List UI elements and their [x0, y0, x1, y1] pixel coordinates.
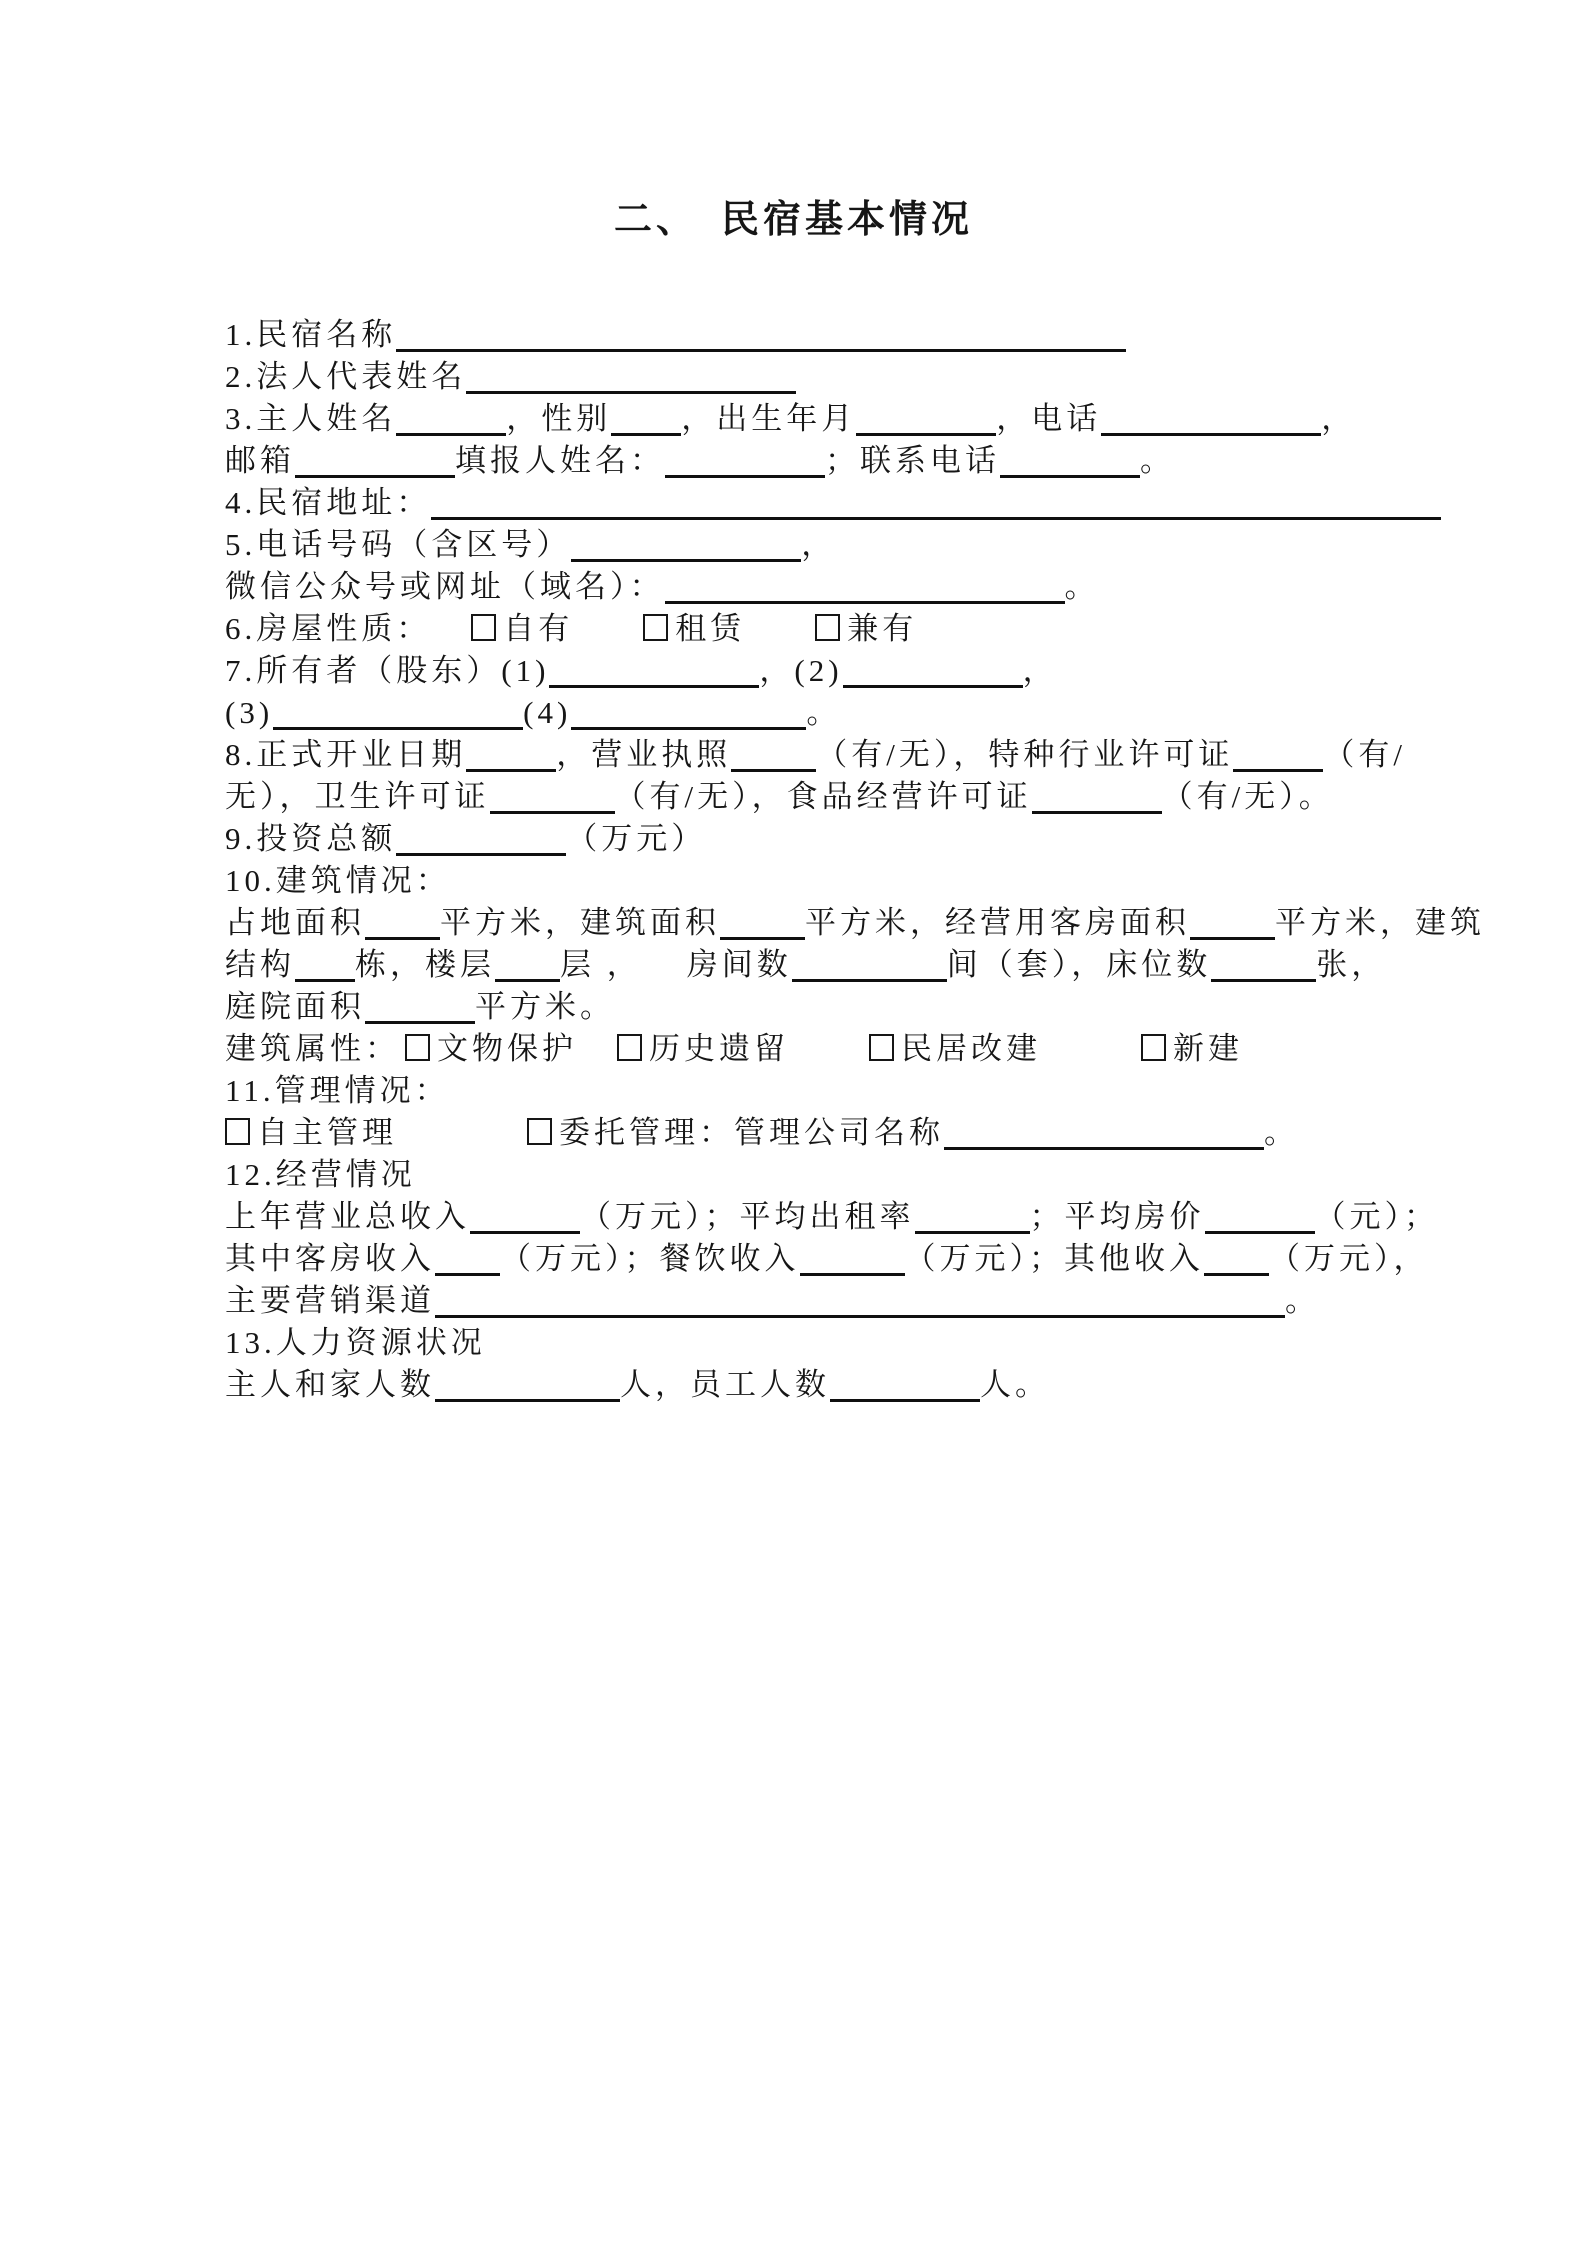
- form-line-licenses-1: [225, 734, 1525, 776]
- label: 平方米。: [475, 989, 615, 1024]
- address-blank[interactable]: [431, 487, 1441, 520]
- label: 平方米，建筑: [1275, 905, 1485, 940]
- label: 填报人姓名：: [455, 443, 665, 478]
- label: 平方米，经营用客房面积: [805, 905, 1190, 940]
- form-line-building-header: [225, 860, 1525, 902]
- label: 上年营业总收入: [225, 1199, 470, 1234]
- label: (4): [523, 695, 572, 730]
- building-area-blank[interactable]: [720, 907, 805, 940]
- building-count-blank[interactable]: [295, 949, 355, 982]
- label: 间（套），床位数: [946, 947, 1212, 982]
- guestroom-area-blank[interactable]: [1190, 907, 1275, 940]
- label: ，(2): [759, 653, 843, 688]
- checkbox-heritage-protection[interactable]: [405, 1034, 430, 1061]
- form-line-property-type: [225, 608, 1525, 650]
- form-line-marketing: [225, 1280, 1525, 1322]
- label: 。: [1140, 443, 1175, 478]
- form-line-address: [225, 482, 1525, 524]
- spacer: [577, 1058, 617, 1059]
- label: 6.房屋性质：: [225, 611, 432, 646]
- label: ；平均房价: [1029, 1199, 1205, 1234]
- label: (3): [225, 695, 274, 730]
- label: 13.人力资源状况: [225, 1325, 486, 1360]
- label: ；联系电话: [825, 443, 1000, 478]
- label: 人，员工人数: [620, 1367, 830, 1402]
- opening-date-blank[interactable]: [466, 739, 556, 772]
- form-line-licenses-2: [225, 776, 1525, 818]
- label: 占地面积: [225, 905, 365, 940]
- label: 。: [1064, 569, 1100, 604]
- email-blank[interactable]: [295, 445, 455, 478]
- business-license-blank[interactable]: [731, 739, 816, 772]
- checkbox-historical[interactable]: [617, 1034, 642, 1061]
- label: ，性别: [506, 401, 612, 436]
- shareholder-2-blank[interactable]: [843, 655, 1023, 688]
- staff-count-blank[interactable]: [830, 1369, 980, 1402]
- label: ，营业执照: [556, 737, 732, 772]
- other-revenue-blank[interactable]: [1204, 1243, 1269, 1276]
- label: （万元）；平均出租率: [580, 1199, 915, 1234]
- spacer: [642, 974, 687, 975]
- form-line-management-options: [225, 1112, 1525, 1154]
- label: （有/: [1323, 737, 1406, 772]
- homestay-name-blank[interactable]: [396, 319, 1126, 352]
- floors-blank[interactable]: [495, 949, 560, 982]
- family-count-blank[interactable]: [435, 1369, 620, 1402]
- form-line-courtyard: [225, 986, 1525, 1028]
- label: 自主管理: [257, 1115, 397, 1150]
- form-line-operations-breakdown: [225, 1238, 1525, 1280]
- form-line-phone-number: [225, 524, 1525, 566]
- label: 7.所有者（股东）(1): [225, 653, 550, 688]
- label: 建筑属性：: [225, 1031, 400, 1066]
- avg-room-price-blank[interactable]: [1205, 1201, 1315, 1234]
- form-line-legal-rep: [225, 356, 1525, 398]
- form-line-building-structure: [225, 944, 1525, 986]
- label: 张，: [1316, 947, 1387, 982]
- label: ，: [801, 527, 837, 562]
- total-investment-blank[interactable]: [396, 823, 566, 856]
- label: （万元）: [566, 821, 707, 856]
- food-license-blank[interactable]: [1032, 781, 1162, 814]
- label: （万元），: [1269, 1241, 1429, 1276]
- marketing-channels-blank[interactable]: [435, 1285, 1285, 1318]
- checkbox-rented[interactable]: [643, 614, 668, 641]
- spacer: [573, 638, 643, 639]
- bed-count-blank[interactable]: [1211, 949, 1316, 982]
- room-revenue-blank[interactable]: [435, 1243, 500, 1276]
- checkbox-self-managed[interactable]: [225, 1118, 250, 1145]
- wechat-or-website-blank[interactable]: [665, 571, 1065, 604]
- management-company-blank[interactable]: [944, 1117, 1264, 1150]
- label: 新建: [1173, 1031, 1243, 1066]
- gender-blank[interactable]: [611, 403, 681, 436]
- label: 。: [806, 695, 842, 730]
- label: （元）；: [1314, 1199, 1439, 1234]
- owner-phone-blank[interactable]: [1101, 403, 1321, 436]
- label: ，出生年月: [681, 401, 857, 436]
- shareholder-1-blank[interactable]: [549, 655, 759, 688]
- label: 10.建筑情况：: [225, 863, 451, 898]
- form-line-website: [225, 566, 1525, 608]
- special-industry-license-blank[interactable]: [1233, 739, 1323, 772]
- form-line-owner-info: [225, 398, 1525, 440]
- label: 1.民宿名称: [225, 317, 397, 352]
- form-line-operations-header: [225, 1154, 1525, 1196]
- label: ，: [1321, 401, 1357, 436]
- form-line-management-header: [225, 1070, 1525, 1112]
- label: 8.正式开业日期: [225, 737, 467, 772]
- checkbox-converted-residence[interactable]: [869, 1034, 894, 1061]
- room-count-blank[interactable]: [792, 949, 947, 982]
- label: 租赁: [675, 611, 746, 646]
- occupancy-rate-blank[interactable]: [915, 1201, 1030, 1234]
- form-line-shareholders-2: [225, 692, 1525, 734]
- spacer: [1041, 1058, 1141, 1059]
- checkbox-self-owned[interactable]: [471, 614, 496, 641]
- label: 民居改建: [901, 1031, 1041, 1066]
- form-line-operations-revenue: [225, 1196, 1525, 1238]
- label: 主要营销渠道: [225, 1283, 435, 1318]
- label: 其中客房收入: [225, 1241, 435, 1276]
- label: 。: [1285, 1283, 1320, 1318]
- label: ，: [1022, 653, 1058, 688]
- spacer: [431, 638, 471, 639]
- label: 。: [1264, 1115, 1299, 1150]
- label: （万元）；餐饮收入: [500, 1241, 800, 1276]
- label: 房间数: [686, 947, 792, 982]
- label: ，电话: [996, 401, 1102, 436]
- hygiene-license-blank[interactable]: [490, 781, 615, 814]
- label: 兼有: [847, 611, 918, 646]
- checkbox-new-build[interactable]: [1141, 1034, 1166, 1061]
- checkbox-both[interactable]: [815, 614, 840, 641]
- label: （有/无），特种行业许可证: [816, 737, 1234, 772]
- label: 栋，楼层: [355, 947, 495, 982]
- form-body: [225, 314, 1525, 1406]
- label: 12.经营情况: [225, 1157, 416, 1192]
- label: 11.管理情况：: [225, 1073, 450, 1108]
- birth-date-blank[interactable]: [856, 403, 996, 436]
- label: 无），卫生许可证: [225, 779, 490, 814]
- label: 历史遗留: [649, 1031, 789, 1066]
- shareholder-3-blank[interactable]: [273, 697, 523, 730]
- filler-name-blank[interactable]: [665, 445, 825, 478]
- label: 5.电话号码（含区号）: [225, 527, 572, 562]
- annual-revenue-blank[interactable]: [470, 1201, 580, 1234]
- form-line-homestay-name: [225, 314, 1525, 356]
- label: 4.民宿地址：: [225, 485, 432, 520]
- form-line-contact-info: [225, 440, 1525, 482]
- label: 2.法人代表姓名: [225, 359, 467, 394]
- label: （有/无）。: [1161, 779, 1334, 814]
- form-line-shareholders-1: [225, 650, 1525, 692]
- label: 自有: [503, 611, 574, 646]
- label: 结构: [225, 947, 295, 982]
- form-line-building-attribute: [225, 1028, 1525, 1070]
- label: 9.投资总额: [225, 821, 397, 856]
- page-title: 二、 民宿基本情况: [613, 199, 973, 241]
- label: 3.主人姓名: [225, 401, 397, 436]
- dining-revenue-blank[interactable]: [800, 1243, 905, 1276]
- contact-phone-blank[interactable]: [1000, 445, 1140, 478]
- label: 主人和家人数: [225, 1367, 435, 1402]
- form-line-hr-header: [225, 1322, 1525, 1364]
- checkbox-entrusted[interactable]: [527, 1118, 552, 1145]
- label: 庭院面积: [225, 989, 365, 1024]
- land-area-blank[interactable]: [365, 907, 440, 940]
- owner-name-blank[interactable]: [396, 403, 506, 436]
- label: 人。: [980, 1367, 1050, 1402]
- label: 文物保护: [437, 1031, 577, 1066]
- label: 微信公众号或网址（域名）：: [225, 569, 665, 604]
- label: （万元）；其他收入: [904, 1241, 1204, 1276]
- legal-rep-name-blank[interactable]: [466, 361, 796, 394]
- shareholder-4-blank[interactable]: [571, 697, 806, 730]
- label: 邮箱: [225, 443, 295, 478]
- form-line-hr-counts: [225, 1364, 1525, 1406]
- spacer: [397, 1142, 527, 1143]
- label: （有/无），食品经营许可证: [614, 779, 1032, 814]
- courtyard-area-blank[interactable]: [365, 991, 475, 1024]
- label: 层 ，: [560, 947, 642, 982]
- form-line-building-areas: [225, 902, 1525, 944]
- label: 平方米，建筑面积: [440, 905, 720, 940]
- phone-number-blank[interactable]: [571, 529, 801, 562]
- spacer: [745, 638, 815, 639]
- spacer: [789, 1058, 869, 1059]
- form-line-investment: [225, 818, 1525, 860]
- label: 委托管理：管理公司名称: [559, 1115, 944, 1150]
